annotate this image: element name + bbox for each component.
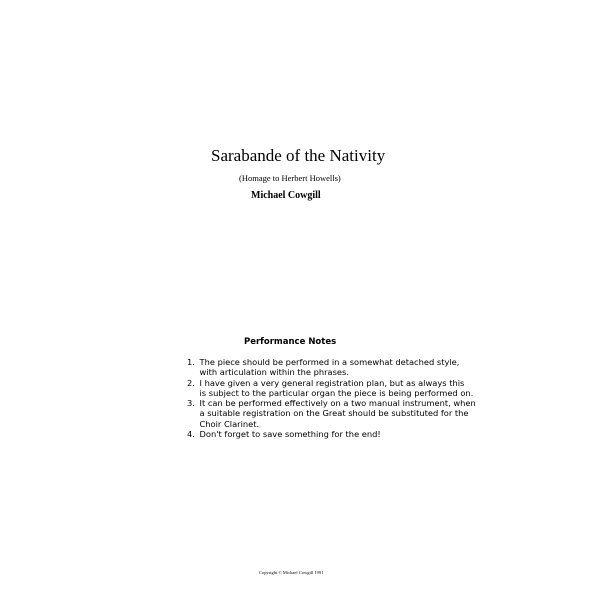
copyright-notice: Copyright © Michael Cowgill 1991 [259,570,324,575]
list-item-text: It can be performed effectively on a two manual instrument, when [199,398,476,409]
list-item [187,429,507,439]
list-item-text: The piece should be performed in a somewhat detached style, [199,357,460,367]
list-item-number: 4. [187,429,195,440]
list-item-text: I have given a very general registration plan, but as always this [199,377,465,388]
list-item-number: 2. [187,377,195,388]
performance-notes-heading: Performance Notes [244,337,337,347]
list-item-text: a suitable registration on the Great should be substituted for the [199,408,469,419]
document-title: Sarabande of the Nativity [211,146,386,165]
list-item-text: is subject to the particular organ the piece is being performed on. [199,387,474,398]
list-item-text: Don't forget to save something for the end! [199,429,381,440]
document-subtitle: (Homage to Herbert Howells) [239,173,341,183]
list-item-text: Choir Clarinet. [199,418,260,429]
performance-notes-list [187,357,507,439]
list-item-text: with articulation within the phrases. [199,367,349,378]
list-item [187,398,507,429]
list-item [187,357,507,378]
list-item-number: 1. [187,357,195,367]
list-item [187,378,507,399]
list-item-number: 3. [187,398,195,409]
composer-name: Michael Cowgill [251,190,321,201]
